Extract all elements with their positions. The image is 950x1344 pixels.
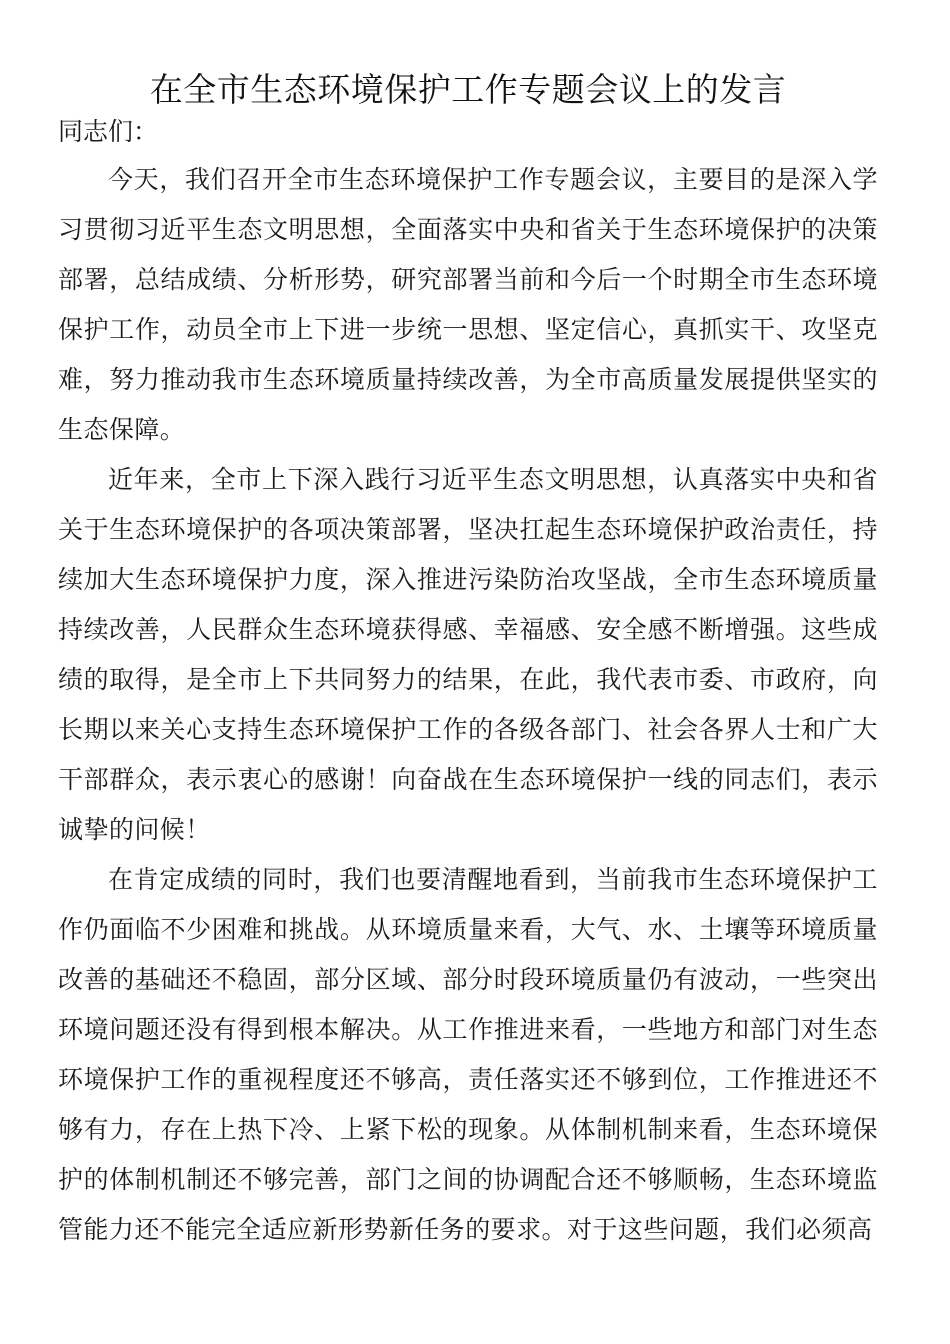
paragraph-2: 近年来，全市上下深入践行习近平生态文明思想，认真落实中央和省关于生态环境保护的各项决策部署，坚决扛起生态环境保护政治责任，持续加大生态环境保护力度，深入推进污染防治攻坚战，全市生态环境质量持续改善，人民群众生态环境获得感、幸福感、安全感不断增强。这些成绩的取得，是全市上下共同努力的结果，在此，我代表市委、市政府，向长期以来关心支持生态环境保护工作的各级各部门、社会各界人士和广大干部群众，表示衷心的感谢！向奋战在生态环境保护一线的同志们，表示诚挚的问候！	[58, 465, 878, 844]
document-title: 在全市生态环境保护工作专题会议上的发言	[149, 70, 787, 109]
document-page	[58, 64, 878, 1255]
salutation: 同志们：	[58, 117, 159, 146]
paragraph-1: 今天，我们召开全市生态环境保护工作专题会议，主要目的是深入学习贯彻习近平生态文明思想，全面落实中央和省关于生态环境保护的决策部署，总结成绩、分析形势，研究部署当前和今后一个时期全市生态环境保护工作，动员全市上下进一步统一思想、坚定信心，真抓实干、攻坚克难，努力推动我市生态环境质量持续改善，为全市高质量发展提供坚实的生态保障。	[58, 165, 878, 444]
paragraph-3: 在肯定成绩的同时，我们也要清醒地看到，当前我市生态环境保护工作仍面临不少困难和挑战。从环境质量来看，大气、水、土壤等环境质量改善的基础还不稳固，部分区域、部分时段环境质量仍有波动，一些突出环境问题还没有得到根本解决。从工作推进来看，一些地方和部门对生态环境保护工作的重视程度还不够高，责任落实还不够到位，工作推进还不够有力，存在上热下冷、上紧下松的现象。从体制机制来看，生态环境保护的体制机制还不够完善，部门之间的协调配合还不够顺畅，生态环境监管能力还不能完全适应新形势新任务的要求。对于这些问题，我们必须高	[58, 865, 878, 1244]
